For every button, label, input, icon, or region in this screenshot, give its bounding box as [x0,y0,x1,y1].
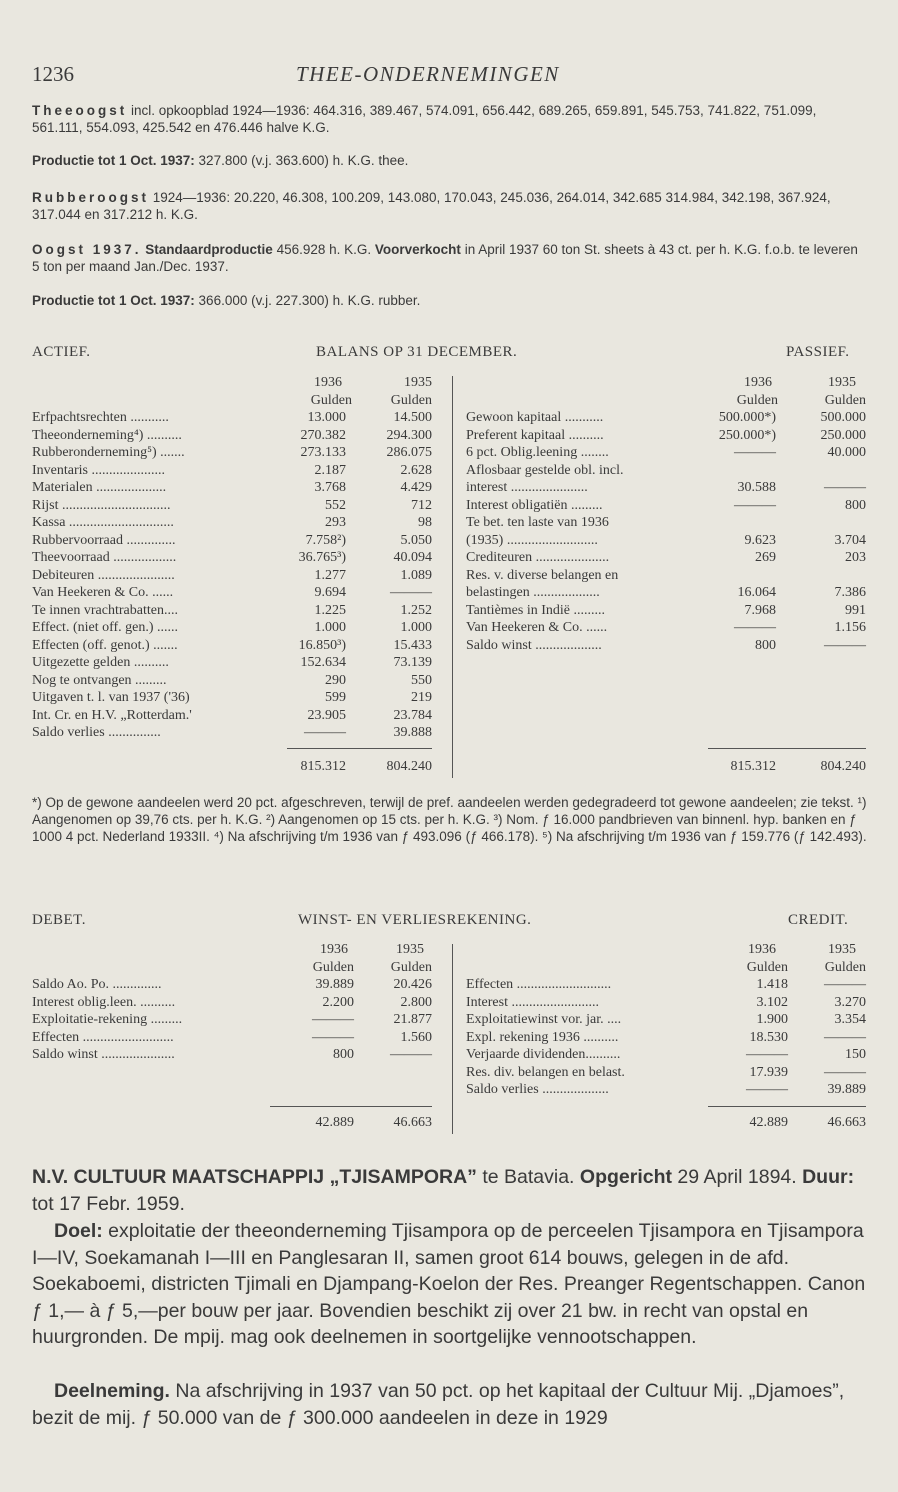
balans-right-total [466,758,866,776]
row-value-1935: 23.784 [393,707,432,723]
row-label: Rijst ............................... [32,497,171,513]
table-row [466,994,866,1012]
actief-unit-1935: Gulden [390,392,432,408]
winst-right-total-rule [708,1106,866,1107]
table-row [32,584,432,602]
row-label: Van Heekeren & Co. ...... [32,585,174,600]
row-value-1936: 1.225 [314,602,346,618]
passief-unit-1935: Gulden [824,392,866,408]
winst-total-left-1935: 46.663 [393,1115,432,1130]
row-value-1936: 293 [325,515,346,530]
row-value-1935: 203 [845,550,866,565]
row-value-1936: ——— [734,620,776,635]
passief-unit-1936: Gulden [736,392,778,408]
balans-left-total [32,758,432,776]
row-value-1936: 9.623 [744,532,776,548]
row-label: Int. Cr. en H.V. „Rotterdam.' [32,707,192,723]
row-value-1935: 5.050 [400,532,432,548]
row-value-1936: 13.000 [307,410,346,425]
table-row [466,479,866,497]
table-row [466,1081,866,1099]
table-row [32,1011,432,1029]
row-value-1935: 4.429 [400,480,432,495]
row-label: Erfpachtsrechten ........... [32,410,169,425]
debet-col-1935: 1935 [396,942,424,957]
duur-text: tot 17 Febr. 1959. [32,1192,185,1215]
table-row [466,1029,866,1047]
row-label: Interest oblig.leen. .......... [32,994,176,1010]
row-label: Materialen .................... [32,480,167,495]
row-label: (1935) .......................... [466,532,598,548]
balans-left-head: ACTIEF. [32,344,91,360]
table-row [32,497,432,515]
debet-unit-row [32,959,432,977]
row-label: Effecten (off. genot.) ....... [32,637,178,653]
rubberoogst-label: Rubberoogst [32,190,149,205]
row-value-1936: 800 [333,1047,354,1062]
actief-year-row [32,374,432,392]
table-row [466,549,866,567]
rubberoogst-text: 1924—1936: 20.220, 46.308, 100.209, 143.080, 170.043, 245.036, 264.014, 342.685 314.984, 342.198, 367.924, 317.044 en 317.212 h. K.G. [32,190,831,222]
table-row [466,976,866,994]
row-label: Res. div. belangen en belast. [466,1064,625,1080]
company-location: te Batavia. [476,1166,580,1188]
row-value-1936: 273.133 [300,445,346,460]
row-value-1936: 552 [325,497,346,513]
opgericht-label: Opgericht [579,1166,672,1188]
row-value-1935: 500.000 [820,410,866,425]
row-value-1935: ——— [824,480,866,495]
row-label: Gewoon kapitaal ........... [466,410,604,425]
row-value-1935: 3.704 [834,532,866,548]
balans-title: BALANS OP 31 DECEMBER. [316,344,518,360]
row-value-1936: 16.064 [737,585,776,600]
doel-label: Doel: [54,1220,103,1242]
credit-col-1936: 1936 [748,942,776,957]
winst-title: WINST- EN VERLIESREKENING. [298,912,532,928]
row-label: interest ...................... [466,480,588,495]
table-row [32,672,432,690]
row-label: 6 pct. Oblig.leening ........ [466,445,609,460]
row-label: Crediteuren ..................... [466,550,610,565]
row-value-1936: 1.277 [314,567,346,583]
row-value-1935: 3.354 [834,1012,866,1027]
row-label: Uitgaven t. l. van 1937 ('36) [32,690,190,705]
actief-col-1936: 1936 [314,375,342,390]
row-value-1936: 3.102 [756,994,788,1010]
table-row [466,427,866,445]
row-value-1936: 500.000*) [718,410,776,425]
table-row [32,976,432,994]
table-row [466,637,866,655]
winst-left-total-rule [270,1106,432,1107]
table-row [32,602,432,620]
row-value-1935: 800 [845,497,866,513]
table-row [32,689,432,707]
table-row [32,479,432,497]
row-value-1935: 39.888 [393,725,432,740]
table-row [466,514,866,532]
oogst-voor-text: in April 1937 60 ton St. sheets à 43 ct. per h. K.G. f.o.b. te leveren 5 ton per maand Jan./Dec. 1937. [32,242,858,274]
row-value-1936: 7.758²) [305,532,346,548]
passief-year-row [466,374,866,392]
balans-divider [452,376,453,778]
winst-left-total [32,1114,432,1132]
row-label: Theevoorraad .................. [32,550,177,565]
row-label: Rubbervoorraad .............. [32,532,176,548]
row-value-1936: ——— [734,497,776,513]
row-label: Exploitatie-rekening ......... [32,1012,183,1027]
winst-debet-table [32,941,432,1064]
table-row [466,1064,866,1082]
table-row [32,462,432,480]
debet-unit-1935: Gulden [390,959,432,975]
credit-year-row [466,941,866,959]
table-row [32,444,432,462]
actief-col-1935: 1935 [404,375,432,390]
table-row [32,724,432,742]
table-row [466,409,866,427]
table-row [32,619,432,637]
actief-rows [32,409,432,742]
row-value-1935: 991 [845,602,866,618]
row-value-1936: 1.000 [314,620,346,635]
row-value-1935: 550 [411,672,432,688]
row-value-1936: 7.968 [744,602,776,618]
oogst-paragraph [32,241,868,275]
row-value-1936: 18.530 [749,1029,788,1045]
row-value-1936: ——— [734,445,776,460]
winst-divider [452,944,453,1134]
row-value-1935: 21.877 [393,1012,432,1027]
balans-total-left-1935: 804.240 [386,759,432,774]
row-label: Rubberonderneming⁵) ....... [32,445,185,460]
winst-right-total [466,1114,866,1132]
balans-total-right-1935: 804.240 [820,759,866,774]
row-value-1936: 2.200 [322,994,354,1010]
row-value-1936: 270.382 [300,427,346,443]
table-row [466,532,866,550]
row-value-1936: 23.905 [307,707,346,723]
balans-left-total-rule [287,748,432,749]
row-value-1936: 3.768 [314,480,346,495]
row-value-1935: 1.252 [400,602,432,618]
row-value-1935: 286.075 [386,445,432,460]
page-title: THEE-ONDERNEMINGEN [296,62,560,86]
row-value-1935: ——— [824,1064,866,1080]
table-row [466,1011,866,1029]
row-label: Te innen vrachtrabatten.... [32,602,178,618]
row-label: Saldo Ao. Po. .............. [32,977,162,992]
deelneming-paragraph [32,1378,868,1431]
debet-unit-1936: Gulden [312,959,354,975]
row-label: Preferent kapitaal .......... [466,427,604,443]
row-value-1935: ——— [824,977,866,992]
row-label: Nog te ontvangen ......... [32,672,167,688]
row-label: Uitgezette gelden .......... [32,655,169,670]
row-label: Effecten .......................... [32,1029,174,1045]
winst-total-left-1936: 42.889 [315,1115,354,1130]
company-name: N.V. CULTUUR MAATSCHAPPIJ „TJISAMPORA” [32,1166,477,1188]
balans-passief-table [466,374,866,654]
oogst-label: Oogst 1937. [32,242,142,257]
table-row [32,514,432,532]
debet-year-row [32,941,432,959]
row-value-1936: 800 [755,637,776,653]
row-value-1935: 1.156 [834,620,866,635]
productie-thee-text: 327.800 (v.j. 363.600) h. K.G. thee. [194,153,409,168]
credit-col-1935: 1935 [828,942,856,957]
debet-col-1936: 1936 [320,942,348,957]
row-value-1935: ——— [390,1047,432,1062]
row-value-1936: 9.694 [314,585,346,600]
table-row [32,654,432,672]
winst-left-head: DEBET. [32,912,86,928]
table-row [32,532,432,550]
row-value-1936: 599 [325,690,346,705]
row-label: Debiteuren ...................... [32,567,175,583]
oogst-voor-label: Voorverkocht [374,242,461,257]
opgericht-text: 29 April 1894. [672,1166,803,1188]
credit-unit-1935: Gulden [824,959,866,975]
row-value-1936: 1.418 [756,977,788,992]
row-label: belastingen ................... [466,585,600,600]
table-row [32,994,432,1012]
winst-total-right-1936: 42.889 [749,1115,788,1130]
row-label: Inventaris ..................... [32,462,165,478]
actief-unit-row [32,392,432,410]
actief-unit-1936: Gulden [310,392,352,408]
row-value-1935: ——— [824,1029,866,1045]
productie-rubber-label: Productie tot 1 Oct. 1937: [32,293,195,308]
table-row [32,549,432,567]
table-row [466,602,866,620]
row-value-1935: 15.433 [393,637,432,653]
row-value-1935: 294.300 [386,427,432,443]
row-value-1936: ——— [746,1082,788,1097]
row-value-1935: 219 [411,690,432,705]
productie-rubber-text: 366.000 (v.j. 227.300) h. K.G. rubber. [194,293,421,308]
doel-text: exploitatie der theeonderneming Tjisampora op de perceelen Tjisampora en Tjisampora I—IV, Soekamanah I—III en Panglesaran II, samen groot 614 bouws, gelegen in de afd. Soekaboemi, districten Tjimali en Djampang-Koelon der Res. Preanger Regentschappen. Canon ƒ 1,— à ƒ 5,—per bouw per jaar. Bovendien beschikt zij over 21 bw. in recht van opstal en huurgronden. De mpij. mag ook deelnemen in soortgelijke vennootschappen. [32,1220,866,1348]
row-value-1935: 1.089 [400,567,432,583]
row-value-1935: 2.628 [400,462,432,478]
row-label: Expl. rekening 1936 .......... [466,1029,619,1045]
table-row [32,409,432,427]
credit-unit-1936: Gulden [746,959,788,975]
table-row [466,462,866,480]
table-row [466,567,866,585]
row-value-1936: ——— [312,1029,354,1045]
theeoogst-paragraph [32,102,868,136]
table-row [32,427,432,445]
row-value-1936: 2.187 [314,462,346,478]
passief-col-1936: 1936 [744,375,772,390]
table-row [466,619,866,637]
table-row [32,1029,432,1047]
row-value-1935: ——— [390,585,432,600]
row-value-1936: ——— [304,725,346,740]
row-label: Te bet. ten laste van 1936 [466,515,609,530]
table-row [32,637,432,655]
row-value-1936: 152.634 [300,655,346,670]
row-value-1935: 712 [411,497,432,513]
credit-rows [466,976,866,1099]
row-value-1935: 2.800 [400,994,432,1010]
row-value-1936: 16.850³) [298,637,346,653]
row-value-1936: 30.588 [737,480,776,495]
row-value-1935: 150 [845,1047,866,1062]
table-row [466,497,866,515]
row-label: Aflosbaar gestelde obl. incl. [466,462,624,478]
passief-col-1935: 1935 [828,375,856,390]
balans-total-right-1936: 815.312 [730,759,776,774]
row-value-1935: 250.000 [820,427,866,443]
balans-right-head: PASSIEF. [786,344,850,360]
row-label: Saldo verlies ............... [32,725,161,740]
page-number: 1236 [32,62,74,86]
row-label: Saldo winst ..................... [32,1047,175,1062]
table-row [32,707,432,725]
balans-total-left-1936: 815.312 [300,759,346,774]
oogst-std-label: Standaardproductie [145,242,273,257]
duur-label: Duur: [802,1166,855,1188]
balans-actief-table [32,374,432,742]
company-heading-paragraph [32,1164,868,1217]
deelneming-text: Na afschrijving in 1937 van 50 pct. op het kapitaal der Cultuur Mij. „Djamoes”, bezit de mij. ƒ 50.000 van de ƒ 300.000 aandeelen in deze in 1929 [32,1380,845,1429]
row-value-1935: 98 [418,515,432,530]
row-label: Interest obligatiën ......... [466,497,603,513]
row-label: Res. v. diverse belangen en [466,567,619,583]
row-value-1935: 40.000 [827,445,866,460]
row-value-1935: 3.270 [834,994,866,1010]
row-value-1935: 39.889 [827,1082,866,1097]
row-value-1935: 40.094 [393,550,432,565]
winst-credit-table [466,941,866,1099]
row-value-1936: 250.000*) [718,427,776,443]
debet-rows [32,976,432,1064]
productie-thee-paragraph [32,152,868,169]
credit-unit-row [466,959,866,977]
balans-right-total-rule [708,748,866,749]
row-label: Exploitatiewinst vor. jar. .... [466,1012,622,1027]
row-label: Effecten ........................... [466,977,612,992]
productie-rubber-paragraph [32,292,868,309]
doel-paragraph [32,1218,868,1351]
row-value-1936: 290 [325,672,346,688]
row-value-1936: 36.765³) [298,550,346,565]
row-value-1935: 20.426 [393,977,432,992]
row-value-1935: 1.000 [400,620,432,635]
footnotes: *) Op de gewone aandeelen werd 20 pct. afgeschreven, terwijl de pref. aandeelen werden gedegradeerd tot gewone aandeelen; zie tekst. ¹) Aangenomen op 39,76 cts. per h. K.G. ²) Aangenomen op 15 cts. per h. K.G. ³) Nom. ƒ 16.000 pandbrieven van binnenl. hyp. banken en ƒ 1000 4 pct. Nederland 1933II. ⁴) Na afschrijving t/m 1936 van ƒ 493.096 (ƒ 466.178). ⁵) Na afschrijving t/m 1936 van ƒ 159.776 (ƒ 142.493). [32,795,867,844]
row-value-1936: 1.900 [756,1012,788,1027]
table-row [466,444,866,462]
row-label: Tantièmes in Indië ......... [466,602,605,618]
oogst-std-text: 456.928 h. K.G. [272,242,375,257]
row-label: Saldo verlies ................... [466,1082,609,1097]
passief-unit-row [466,392,866,410]
row-label: Kassa .............................. [32,515,174,530]
row-value-1936: 39.889 [315,977,354,992]
row-label: Verjaarde dividenden.......... [466,1047,621,1062]
row-value-1936: 269 [755,550,776,565]
winst-right-head: CREDIT. [788,912,849,928]
row-value-1935: ——— [824,637,866,653]
row-value-1936: ——— [312,1012,354,1027]
table-row [466,584,866,602]
table-row [466,1046,866,1064]
row-value-1935: 73.139 [393,655,432,670]
rubberoogst-paragraph [32,189,868,223]
row-label: Theeonderneming⁴) .......... [32,427,182,443]
winst-total-right-1935: 46.663 [827,1115,866,1130]
productie-thee-label: Productie tot 1 Oct. 1937: [32,153,195,168]
table-row [32,1046,432,1064]
passief-rows [466,409,866,654]
row-value-1936: ——— [746,1047,788,1062]
row-label: Effect. (niet off. gen.) ...... [32,620,179,635]
row-value-1935: 14.500 [393,410,432,425]
deelneming-label: Deelneming. [54,1380,170,1402]
row-value-1936: 17.939 [749,1064,788,1080]
row-value-1935: 1.560 [400,1029,432,1045]
theeoogst-label: Theeoogst [32,103,128,118]
row-label: Van Heekeren & Co. ...... [466,620,608,635]
row-label: Saldo winst ................... [466,637,602,653]
row-label: Interest ......................... [466,994,599,1010]
table-row [32,567,432,585]
theeoogst-text: incl. opkoopblad 1924—1936: 464.316, 389.467, 574.091, 656.442, 689.265, 659.891, 545.753, 741.822, 751.099, 561.111, 554.093, 425.542 en 476.446 halve K.G. [32,103,817,135]
row-value-1935: 7.386 [834,585,866,600]
